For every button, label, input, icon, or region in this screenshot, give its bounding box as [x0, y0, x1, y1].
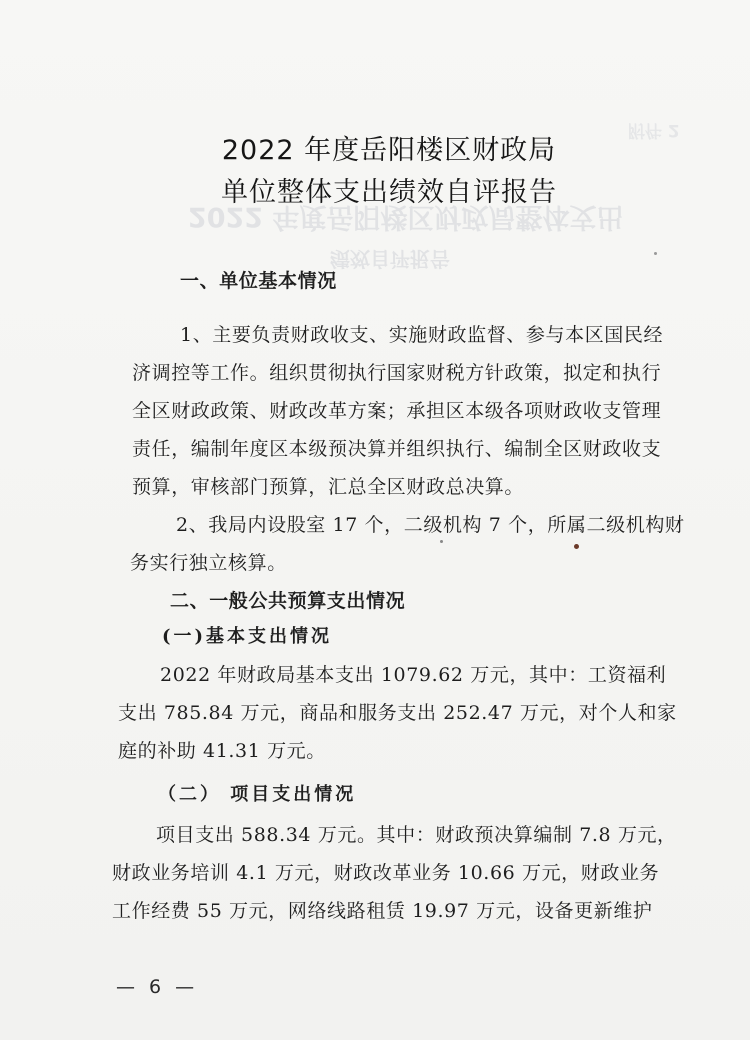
section-1-para-1-line-5: 预算，审核部门预算，汇总全区财政总决算。: [132, 476, 525, 498]
subsection-2-heading: （二） 项目支出情况: [158, 784, 357, 805]
section-1-para-2-line-1: 2、我局内设股室 17 个，二级机构 7 个，所属二级机构财: [176, 514, 685, 536]
subsection-2-line-2: 财政业务培训 4.1 万元，财政改革业务 10.66 万元，财政业务: [112, 862, 660, 884]
bleed-through-tag: 附件 2: [628, 120, 680, 140]
scan-speck: [654, 252, 657, 255]
section-1-para-1-line-3: 全区财政政策、财政改革方案；承担区本级各项财政收支管理: [132, 400, 662, 422]
section-1-heading: 一、单位基本情况: [180, 270, 337, 292]
bleed-through-title-line-1: 2022 年度岳阳楼区财政局整体支出: [188, 201, 624, 232]
bleed-through-title-line-2: 绩效自评报告: [330, 247, 450, 271]
subsection-2-line-3: 工作经费 55 万元，网络线路租赁 19.97 万元，设备更新维护: [112, 900, 653, 922]
section-1-para-1-line-2: 济调控等工作。组织贯彻执行国家财税方针政策，拟定和执行: [132, 362, 662, 384]
section-2-heading: 二、一般公共预算支出情况: [170, 590, 406, 612]
page-number: — 6 —: [116, 976, 199, 998]
document-title-line-2: 单位整体支出绩效自评报告: [221, 177, 557, 208]
subsection-1-line-1: 2022 年财政局基本支出 1079.62 万元，其中：工资福利: [160, 664, 667, 686]
section-1-para-1-line-4: 责任，编制年度区本级预决算并组织执行、编制全区财政收支: [132, 438, 662, 460]
scan-speck: [440, 540, 443, 543]
scan-speck: [574, 544, 579, 549]
subsection-1-line-3: 庭的补助 41.31 万元。: [118, 740, 326, 762]
subsection-1-line-2: 支出 785.84 万元，商品和服务支出 252.47 万元，对个人和家: [118, 702, 677, 724]
document-title-line-1: 2022 年度岳阳楼区财政局: [221, 135, 557, 166]
section-1-para-1-line-1: 1、主要负责财政收支、实施财政监督、参与本区国民经: [180, 324, 664, 346]
subsection-1-heading: (一)基本支出情况: [162, 626, 333, 647]
section-1-para-2-line-2: 务实行独立核算。: [130, 552, 287, 574]
subsection-2-line-1: 项目支出 588.34 万元。其中：财政预决算编制 7.8 万元，: [156, 824, 677, 846]
